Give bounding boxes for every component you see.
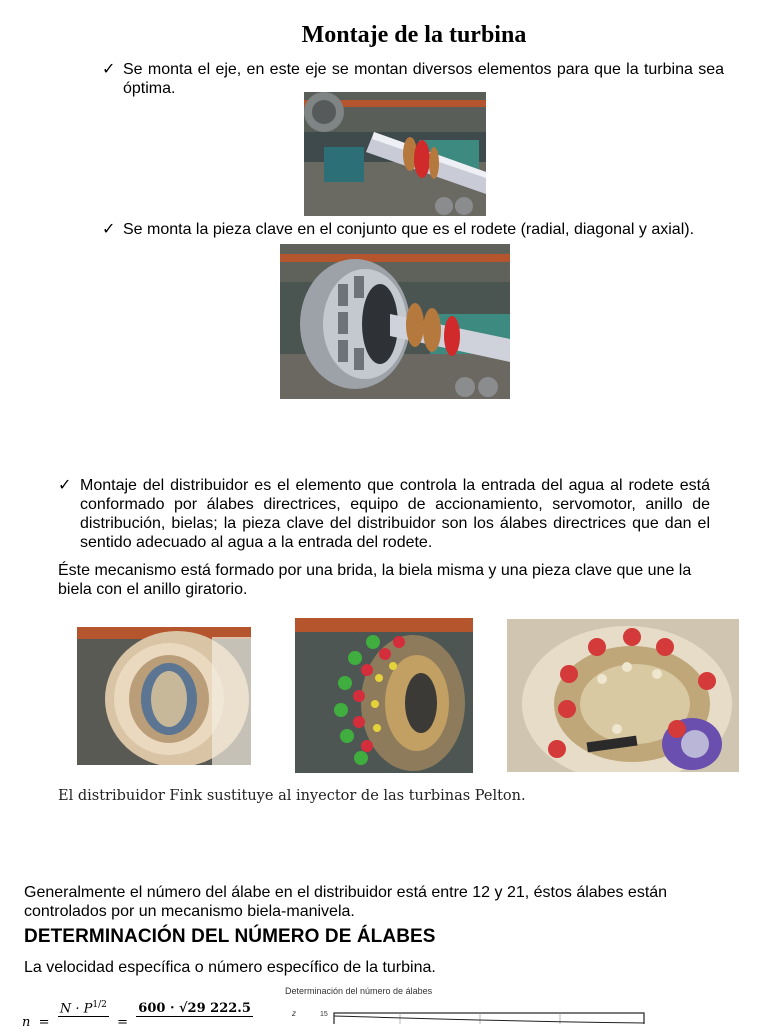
bullet-runner: Se monta la pieza clave en el conjunto que es el rodete (radial, diagonal y axial). (123, 221, 695, 238)
blade-number-chart (290, 1000, 650, 1024)
bullet-shaft: Se monta el eje, en este eje se montan diversos elementos para que la turbina sea óptima. (123, 61, 724, 97)
chart-curve (334, 1016, 644, 1023)
photo-distributor-ring (77, 627, 251, 765)
formula-num1: N · P (59, 1001, 93, 1017)
formula-fraction-1 (58, 1000, 109, 1017)
photo-distributor-linkage (507, 619, 739, 772)
formula-fraction-2 (136, 1001, 253, 1017)
photo-turbine-shaft (304, 92, 486, 216)
formula-lhs: n (22, 1015, 31, 1030)
bullet-distributor: Montaje del distribuidor es el elemento que controla la entrada del agua al rodete está conformado por álabes directrices, equipo de accionamiento, servomotor, anillo de distribución, bielas; la pieza clave del distribuidor son los álabes directrices que dan el sentido adecuado al agua a la entrada del rodete. (80, 477, 710, 551)
mechanism-paragraph: Éste mecanismo está formado por una brida, la biela misma y una pieza clave que une la biela con el anillo giratorio. (58, 562, 692, 598)
check-icon: ✓ (58, 477, 72, 494)
chart-ylabel: z (292, 1009, 296, 1018)
photo-caption: El distribuidor Fink sustituye al inyector de las turbinas Pelton. (58, 788, 526, 804)
photo-turbine-runner (280, 244, 510, 399)
check-icon: ✓ (102, 221, 116, 238)
photo-distributor-vanes (295, 618, 473, 773)
check-icon: ✓ (102, 61, 116, 78)
formula-exp: 1/2 (92, 1000, 107, 1010)
chart-title: Determinación del número de álabes (285, 986, 433, 996)
specific-speed-formula: n = $N \cdot P^{1/2}$ = 600 · √29 222.5 (22, 1000, 251, 1030)
speed-paragraph: La velocidad específica o número específico de la turbina. (24, 959, 436, 976)
section-heading: DETERMINACIÓN DEL NÚMERO DE ÁLABES (24, 926, 436, 947)
formula-num2: 600 · √29 222.5 (138, 1000, 251, 1016)
page-title: Montaje de la turbina (301, 22, 527, 48)
blades-paragraph: Generalmente el número del álabe en el distribuidor está entre 12 y 21, éstos álabes están controlados por un mecanismo biela-manivela. (24, 884, 668, 920)
chart-y-tick: 15 (320, 1011, 328, 1018)
